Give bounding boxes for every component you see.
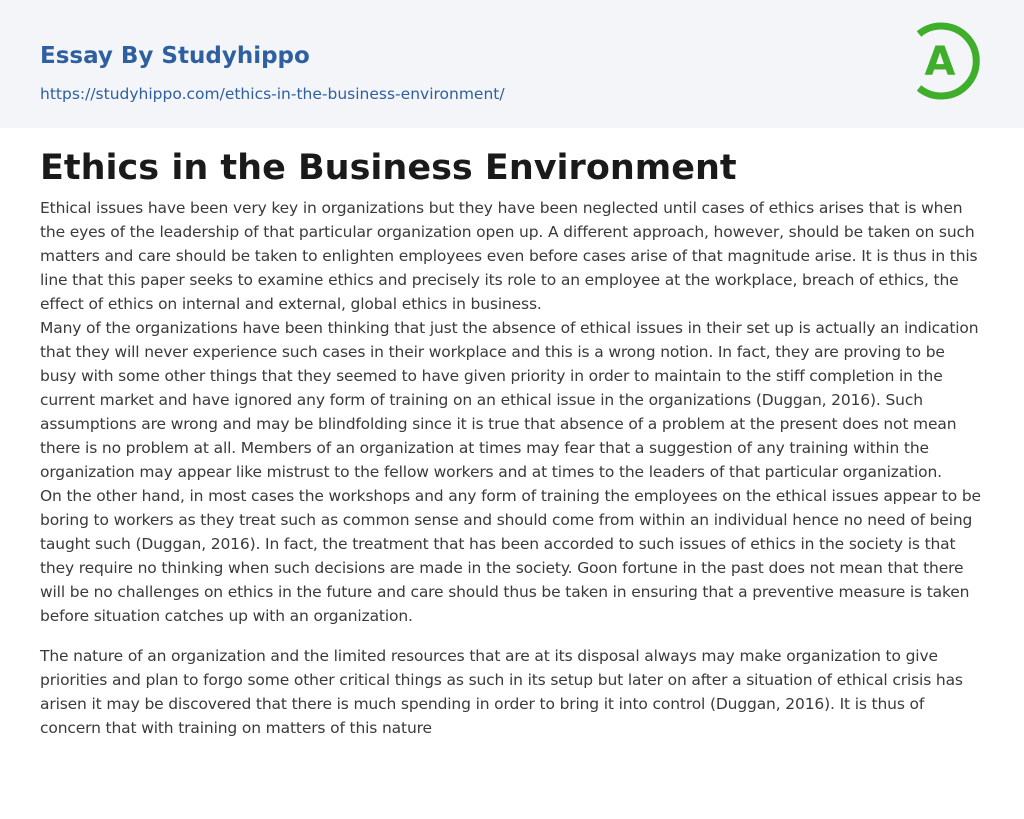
studyhippo-logo-icon[interactable] [910, 18, 986, 106]
essay-paragraph-1: Ethical issues have been very key in organizations but they have been neglected until cases of ethics arises that is when the eyes of the leadership of that particular organization open up. A different approach, however, should be taken on such matters and care should be taken to enlighten employees even before cases arise of that magnitude arise. It is thus in this line that this paper seeks to examine ethics and precisely its role to an employee at the workplace, breach of ethics, the effect of ethics on internal and external, global ethics in business. [40, 199, 978, 313]
essay-paragraph-3: On the other hand, in most cases the workshops and any form of training the employees on the ethical issues appear to be boring to workers as they treat such as common sense and should come from within an individual hence no need of being taught such (Duggan, 2016). In fact, the treatment that has been accorded to such issues of ethics in the society is that they require no thinking when such decisions are made in the society. Goon fortune in the past does not mean that there will be no challenges on ethics in the future and care should thus be taken in ensuring that a preventive measure is taken before situation catches up with an organization. [40, 487, 981, 625]
essay-body [40, 196, 984, 740]
essay-title: Ethics in the Business Environment [40, 148, 737, 188]
logo-letter: A [924, 39, 956, 85]
brand-title: Essay By Studyhippo [40, 43, 310, 69]
essay-paragraph-4: The nature of an organization and the limited resources that are at its disposal always may make organization to give priorities and plan to forgo some other critical things as such in its setup but later on after a situation of ethical crisis has arisen it may be discovered that there is much spending in order to bring it into control (Duggan, 2016). It is thus of concern that with training on matters of this nature [40, 647, 963, 737]
essay-content [40, 128, 984, 740]
essay-paragraph-2: Many of the organizations have been thinking that just the absence of ethical issues in their set up is actually an indication that they will never experience such cases in their workplace and this is a wrong notion. In fact, they are proving to be busy with some other things that they seemed to have given priority in order to maintain to the stiff completion in the current market and have ignored any form of training on an ethical issue in the organizations (Duggan, 2016). Such assumptions are wrong and may be blindfolding since it is true that absence of a problem at the present does not mean there is no problem at all. Members of an organization at times may fear that a suggestion of any training within the organization may appear like mistrust to the fellow workers and at times to the leaders of that particular organization. [40, 319, 979, 481]
source-url-link[interactable]: https://studyhippo.com/ethics-in-the-business-environment/ [40, 85, 505, 103]
site-header [0, 0, 1024, 128]
